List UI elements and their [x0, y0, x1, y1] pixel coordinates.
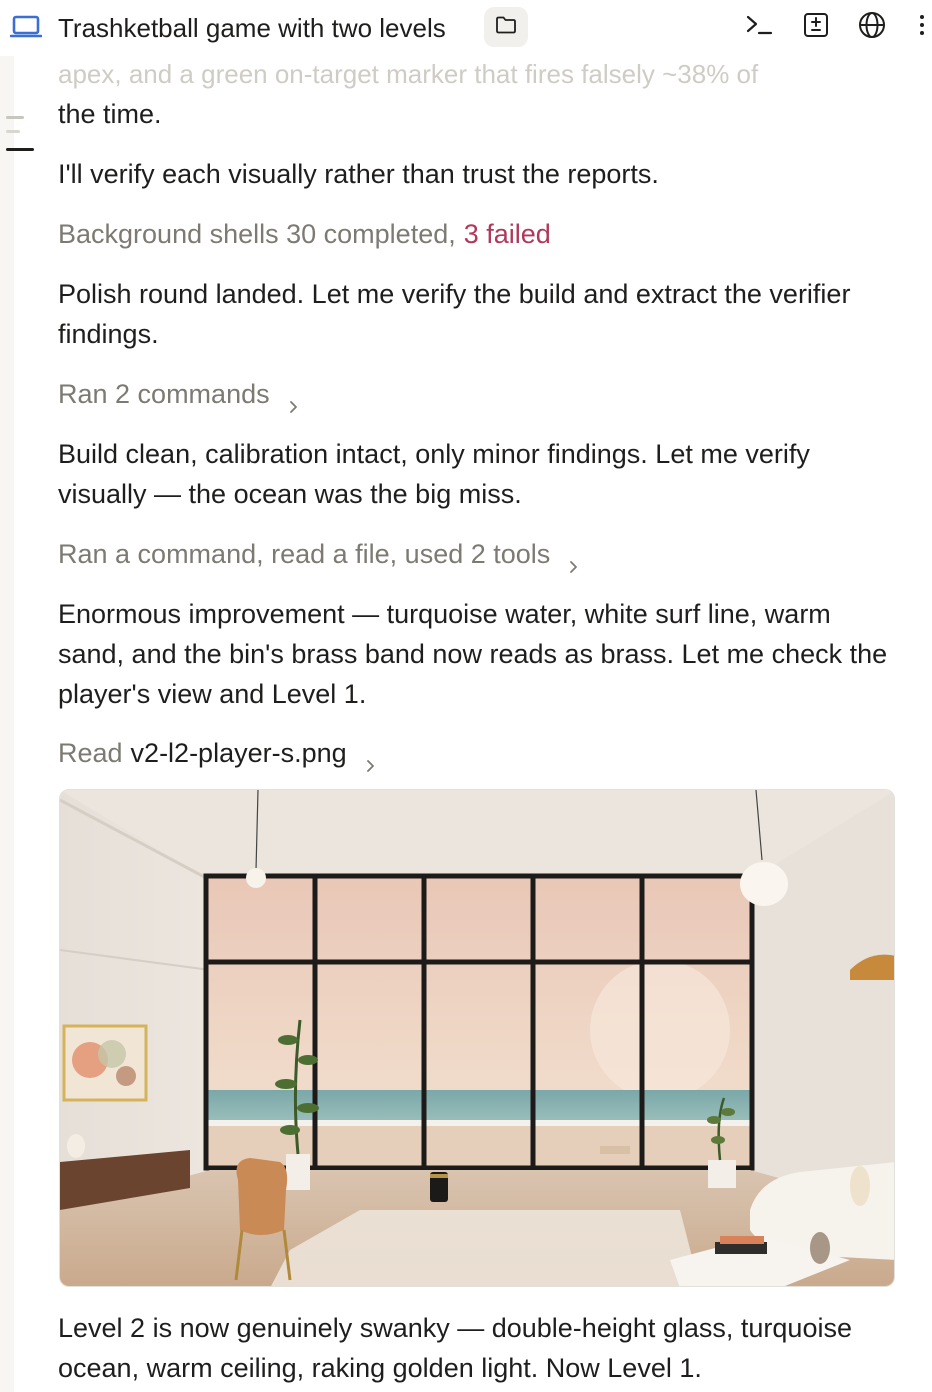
terminal-icon: [744, 13, 774, 42]
globe-icon: [857, 10, 887, 45]
left-rail: [0, 56, 14, 1392]
scrolled-text: apex, and a green on-target marker that fires falsely ~38% of: [58, 59, 759, 89]
diff-icon: [802, 11, 830, 44]
assistant-text: Polish round landed. Let me verify the build and extract the verifier findings.: [58, 279, 851, 349]
top-bar: [0, 0, 932, 56]
assistant-text: I'll verify each visually rather than trust the reports.: [58, 159, 659, 189]
folder-button[interactable]: [484, 7, 528, 47]
more-button[interactable]: [912, 10, 932, 44]
globe-button[interactable]: [855, 10, 889, 44]
more-vertical-icon: [919, 13, 925, 42]
chevron-right-icon: [566, 547, 580, 561]
read-label: Read: [58, 738, 123, 768]
read-file-name: v2-l2-player-s.png: [130, 738, 347, 768]
diff-button[interactable]: [799, 10, 833, 44]
terminal-button[interactable]: [742, 10, 776, 44]
tool-summary-label: Ran 2 commands: [58, 379, 270, 409]
assistant-text: Build clean, calibration intact, only minor findings. Let me verify visually — the ocean was the big miss.: [58, 439, 810, 509]
tool-summary-label: Ran a command, read a file, used 2 tools: [58, 539, 551, 569]
shells-failed-count: 3 failed: [463, 219, 551, 249]
page-title: Trashketball game with two levels: [58, 13, 446, 43]
scroll-minimap[interactable]: [6, 116, 34, 156]
assistant-text: Enormous improvement — turquoise water, white surf line, warm sand, and the bin's brass band now reads as brass. Let me check the player's view and Level 1.: [58, 599, 888, 709]
tool-summary-1[interactable]: [58, 376, 300, 412]
chevron-right-icon: [286, 387, 300, 401]
shells-label: Background shells 30 completed,: [58, 219, 456, 249]
tool-summary-2[interactable]: [58, 536, 580, 572]
game-scene-illustration: [60, 790, 895, 1287]
read-file-summary[interactable]: [58, 735, 377, 771]
background-shells-status[interactable]: [58, 216, 551, 252]
folder-icon: [495, 16, 517, 39]
chevron-right-icon: [363, 746, 377, 760]
screenshot-image[interactable]: [59, 789, 895, 1287]
assistant-text: Level 2 is now genuinely swanky — double-height glass, turquoise ocean, warm ceiling, raking golden light. Now Level 1.: [58, 1313, 852, 1383]
laptop-icon: [10, 14, 42, 40]
assistant-text: the time.: [58, 99, 162, 129]
